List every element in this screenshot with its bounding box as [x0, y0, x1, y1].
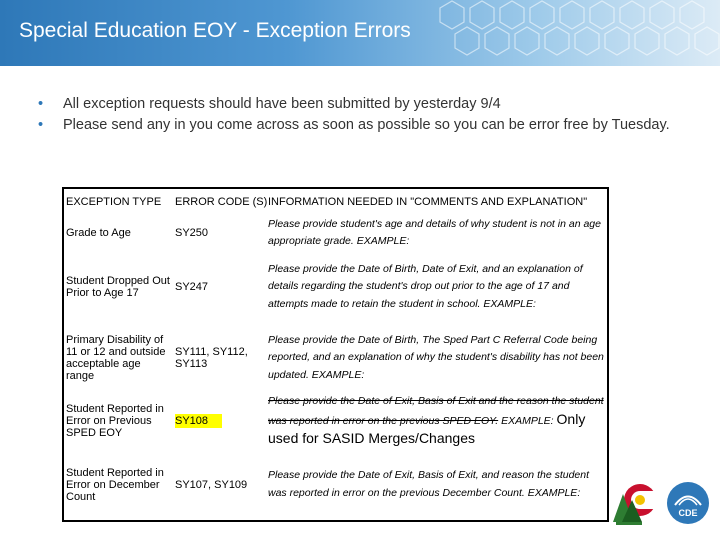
table-row	[63, 251, 608, 323]
exception-type-cell: Grade to Age	[66, 227, 131, 239]
title-banner	[0, 0, 720, 66]
error-code-cell: SY247	[175, 281, 209, 293]
column-header-exception-type: EXCEPTION TYPE	[66, 196, 162, 208]
column-header-error-code: ERROR CODE (S)	[175, 196, 268, 208]
colorado-logo-icon	[613, 480, 663, 526]
information-cell: Please provide the Date of Birth, The Sped Part C Referral Code being reported, and an explanation of why the student's disability has not been updated. EXAMPLE:	[268, 333, 604, 381]
bullet-item	[38, 115, 678, 136]
exception-type-cell: Student Dropped Out Prior to Age 17	[66, 275, 170, 299]
error-code-cell: SY111, SY112, SY113	[175, 346, 248, 370]
table-header-row	[63, 188, 608, 215]
example-label: EXAMPLE:	[501, 414, 554, 427]
information-cell: Please provide the Date of Exit, Basis of Exit, and reason the student was reported in error on the previous December Count. EXAMPLE:	[268, 469, 590, 499]
cde-logo-icon	[665, 480, 711, 526]
exception-errors-table	[62, 187, 609, 522]
usage-note: Only used for SASID Merges/Changes	[268, 410, 586, 446]
information-cell: Please provide student's age and details of why student is not in an age appropriate grade. EXAMPLE:	[268, 217, 601, 247]
hexagon-pattern	[420, 0, 720, 66]
error-code-cell	[173, 393, 266, 450]
bullet-dot-icon: •	[38, 117, 44, 133]
exception-type-cell: Primary Disability of 11 or 12 and outside acceptable age range	[66, 334, 166, 382]
exception-type-cell: Student Reported in Error on Previous SPED EOY	[66, 403, 164, 440]
bullet-text: All exception requests should have been submitted by yesterday 9/4	[63, 96, 501, 112]
table-row	[63, 215, 608, 251]
page-title: Special Education EOY - Exception Errors	[19, 19, 411, 42]
information-cell	[266, 393, 608, 450]
table-row	[63, 323, 608, 393]
highlighted-error-code: SY108	[175, 414, 222, 428]
bullet-list	[38, 94, 678, 136]
exception-type-cell: Student Reported in Error on December Count	[66, 466, 164, 503]
error-code-cell: SY250	[175, 227, 209, 239]
error-code-cell: SY107, SY109	[175, 478, 248, 491]
table-row	[63, 393, 608, 450]
bullet-item	[38, 94, 678, 115]
bullet-dot-icon: •	[38, 96, 44, 112]
information-cell: Please provide the Date of Birth, Date of Exit, and an explanation of details regarding the student's drop out prior to the age of 17 and attempts made to retain the student in school. EXAMPLE:	[268, 262, 583, 310]
bullet-text: Please send any in you come across as soon as possible so you can be error free by Tuesday.	[63, 117, 670, 133]
struck-through-text: Please provide the Date of Exit, Basis of Exit and the reason the student was reported in error on the previous SPED EOY.	[268, 395, 604, 427]
column-header-information-needed: INFORMATION NEEDED IN "COMMENTS AND EXPLANATION"	[268, 196, 588, 208]
cde-logo-text: CDE	[678, 508, 698, 518]
table-row	[63, 450, 608, 521]
